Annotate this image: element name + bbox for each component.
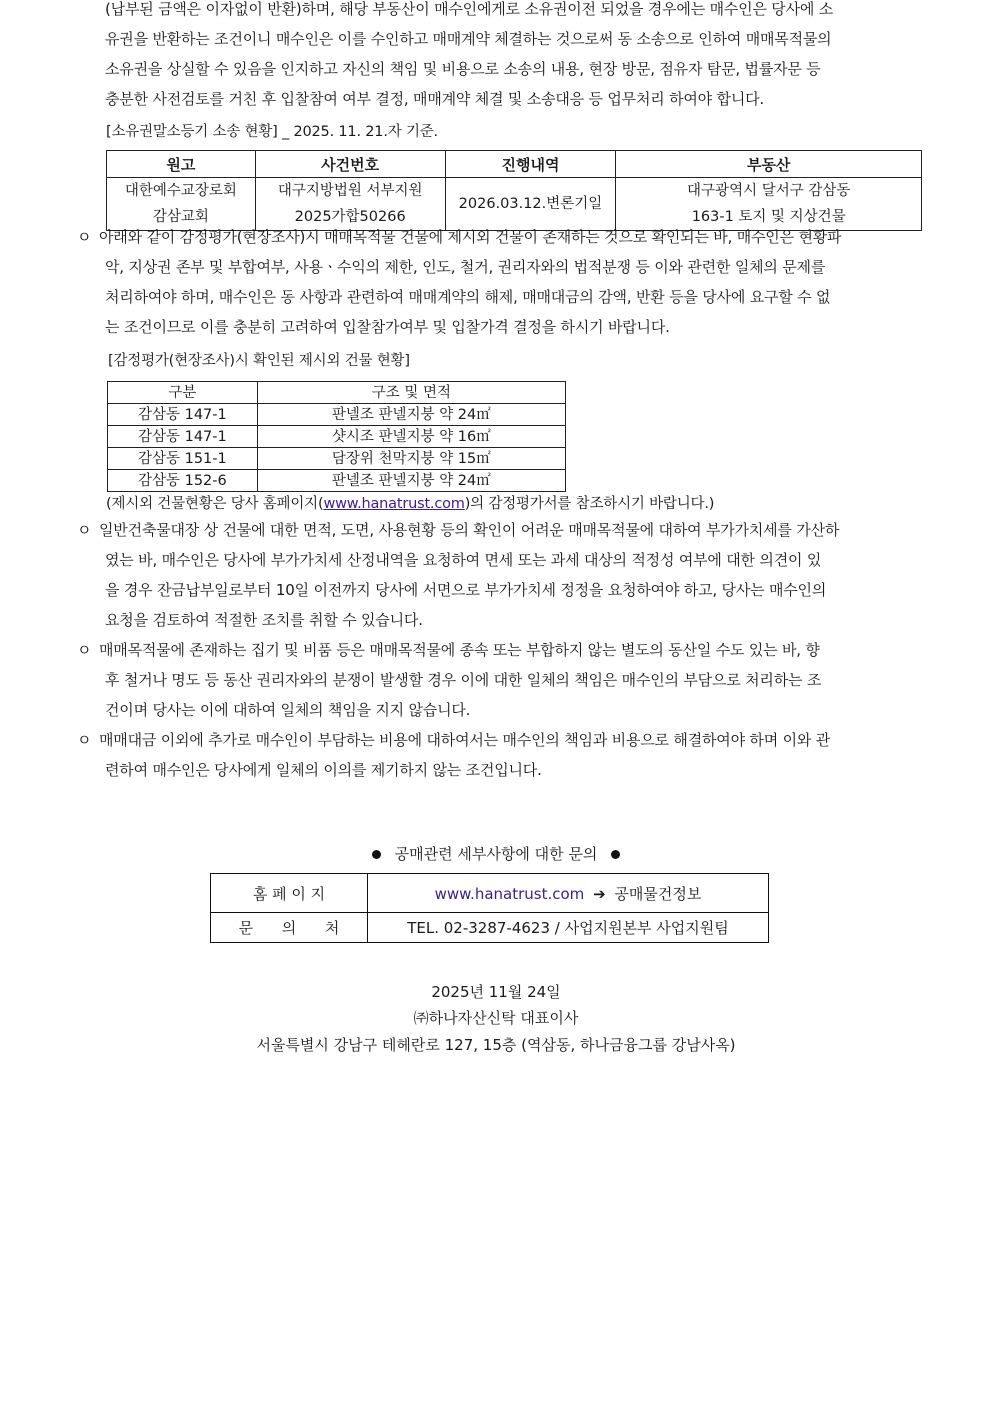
building-table — [107, 381, 566, 492]
inquiry-title-text: 공매관련 세부사항에 대한 문의 — [394, 845, 598, 863]
company-address: 서울특별시 강남구 테헤란로 127, 15층 (역삼동, 하나금융그룹 강남사옥) — [256, 1036, 736, 1054]
cell-structure: 담장위 천막지붕 약 15㎡ — [257, 448, 565, 470]
bullet-dot-icon — [372, 850, 381, 859]
intro-line: (납부된 금액은 이자없이 반환)하며, 해당 부동산이 매수인에게로 소유권이전 되었을 경우에는 매수인은 당사에 소 — [105, 0, 834, 18]
table-row — [108, 426, 566, 448]
homepage-suffix: 공매물건정보 — [614, 884, 702, 903]
bullet-line: 아래와 같이 감정평가(현장조사)시 매매목적물 건물에 제시외 건물이 존재하는 것으로 확인되는 바, 매수인은 현황파 — [99, 228, 842, 246]
lawsuit-table — [106, 150, 922, 231]
bullet-item-vat — [77, 515, 922, 635]
building-note — [106, 492, 714, 513]
case-no-line: 대구지방법원 서부지원 — [277, 183, 423, 199]
cell-location: 감삼동 147-1 — [108, 426, 258, 448]
cell-structure: 판넬조 판넬지붕 약 24㎡ — [257, 470, 565, 492]
lawsuit-caption: [소유권말소등기 소송 현황] _ 2025. 11. 21.자 기준. — [106, 124, 438, 140]
bullet-line: 요청을 검토하여 적절한 조치를 취할 수 있습니다. — [105, 611, 423, 629]
bullet-line: 처리하여야 하며, 매수인은 동 사항과 관련하여 매매계약의 해제, 매매대금의 감액, 반환 등을 당사에 요구할 수 없 — [105, 288, 831, 306]
table-row — [108, 404, 566, 426]
bullet-dot-icon — [611, 850, 620, 859]
property-line: 163-1 토지 및 지상건물 — [691, 209, 846, 225]
label-homepage: 홈 페 이 지 — [211, 874, 368, 913]
header-plaintiff: 원고 — [107, 151, 256, 178]
property-line: 대구광역시 달서구 감삼동 — [687, 183, 851, 199]
bullet-line: 련하여 매수인은 당사에게 일체의 이의를 제기하지 않는 조건입니다. — [105, 761, 542, 779]
table-row — [211, 874, 769, 913]
cell-location: 감삼동 151-1 — [108, 448, 258, 470]
cell-location: 감삼동 147-1 — [108, 404, 258, 426]
cell-structure: 샷시조 판넬지붕 약 16㎡ — [257, 426, 565, 448]
bullet-item-unlisted-buildings — [77, 222, 922, 342]
bullet-line: 는 조건이므로 이를 충분히 고려하여 입찰참가여부 및 입찰가격 결정을 하시기 바랍니다. — [105, 318, 670, 336]
bullet-mark: ㅇ — [77, 521, 92, 539]
arrow-right-icon: ➔ — [593, 884, 606, 903]
inquiry-table — [210, 873, 769, 943]
document-date: 2025년 11월 24일 — [431, 983, 561, 1001]
bullet-line: 건이며 당사는 이에 대하여 일체의 책임을 지지 않습니다. — [105, 701, 471, 719]
bullet-line: 매매대금 이외에 추가로 매수인이 부담하는 비용에 대하여서는 매수인의 책임과 비용으로 해결하여야 하며 이와 관 — [99, 731, 831, 749]
cell-homepage — [368, 874, 769, 913]
bullet-item-extra-costs — [77, 725, 922, 785]
intro-line: 충분한 사전검토를 거친 후 입찰참여 여부 결정, 매매계약 체결 및 소송대응 등 업무처리 하여야 합니다. — [105, 90, 764, 108]
bullet-line: 매매목적물에 존재하는 집기 및 비품 등은 매매목적물에 종속 또는 부합하지 않는 별도의 동산일 수도 있는 바, 향 — [99, 641, 820, 659]
cell-progress: 2026.03.12.변론기일 — [445, 178, 616, 231]
note-text: )의 감정평가서를 참조하시기 바랍니다.) — [464, 496, 715, 512]
bullet-line: 을 경우 잔금납부일로부터 10일 이전까지 당사에 서면으로 부가가치세 정정을 요청하여야 하고, 당사는 매수인의 — [105, 581, 827, 599]
header-structure-area: 구조 및 면적 — [257, 382, 565, 404]
bullet-line: 악, 지상권 존부 및 부합여부, 사용ㆍ수익의 제한, 인도, 철거, 권리자와의 법적분쟁 등 이와 관련한 일체의 문제를 — [105, 258, 826, 276]
table-row — [108, 470, 566, 492]
intro-line: 유권을 반환하는 조건이니 매수인은 이를 수인하고 매매계약 체결하는 것으로써 동 소송으로 인하여 매매목적물의 — [105, 30, 832, 48]
header-property: 부동산 — [616, 151, 922, 178]
bullet-item-fixtures — [77, 635, 922, 725]
cell-contact: TEL. 02-3287-4623 / 사업지원본부 사업지원팀 — [368, 913, 769, 943]
company-name: ㈜하나자산신탁 대표이사 — [413, 1009, 579, 1027]
bullet-mark: ㅇ — [77, 731, 92, 749]
plaintiff-line: 대한예수교장로회 — [124, 183, 237, 199]
plaintiff-line: 감삼교회 — [152, 209, 209, 225]
cell-location: 감삼동 152-6 — [108, 470, 258, 492]
bullet-line: 였는 바, 매수인은 당사에 부가가치세 산정내역을 요청하여 면세 또는 과세 대상의 적정성 여부에 대한 의견이 있 — [105, 551, 822, 569]
case-no-line: 2025가합50266 — [294, 209, 406, 225]
label-contact: 문 의 처 — [211, 913, 368, 943]
header-progress: 진행내역 — [445, 151, 616, 178]
header-case-no: 사건번호 — [255, 151, 445, 178]
inquiry-title — [0, 843, 992, 864]
homepage-link[interactable]: www.hanatrust.com — [323, 496, 465, 512]
bullet-line: 일반건축물대장 상 건물에 대한 면적, 도면, 사용현황 등의 확인이 어려운 매매목적물에 대하여 부가가치세를 가산하 — [99, 521, 840, 539]
cell-structure: 판넬조 판넬지붕 약 24㎡ — [257, 404, 565, 426]
header-category: 구분 — [108, 382, 258, 404]
homepage-link[interactable]: www.hanatrust.com — [434, 884, 585, 903]
bullet-mark: ㅇ — [77, 228, 92, 246]
bullet-mark: ㅇ — [77, 641, 92, 659]
note-text: (제시외 건물현황은 당사 홈페이지( — [106, 496, 324, 512]
bullet-line: 후 철거나 명도 등 동산 권리자와의 분쟁이 발생할 경우 이에 대한 일체의 책임은 매수인의 부담으로 처리하는 조 — [105, 671, 822, 689]
intro-line: 소유권을 상실할 수 있음을 인지하고 자신의 책임 및 비용으로 소송의 내용, 현장 방문, 점유자 탐문, 법률자문 등 — [105, 60, 821, 78]
table-row — [108, 448, 566, 470]
intro-paragraph — [105, 0, 921, 114]
table-row — [211, 913, 769, 943]
building-caption: [감정평가(현장조사)시 확인된 제시외 건물 현황] — [108, 353, 410, 369]
